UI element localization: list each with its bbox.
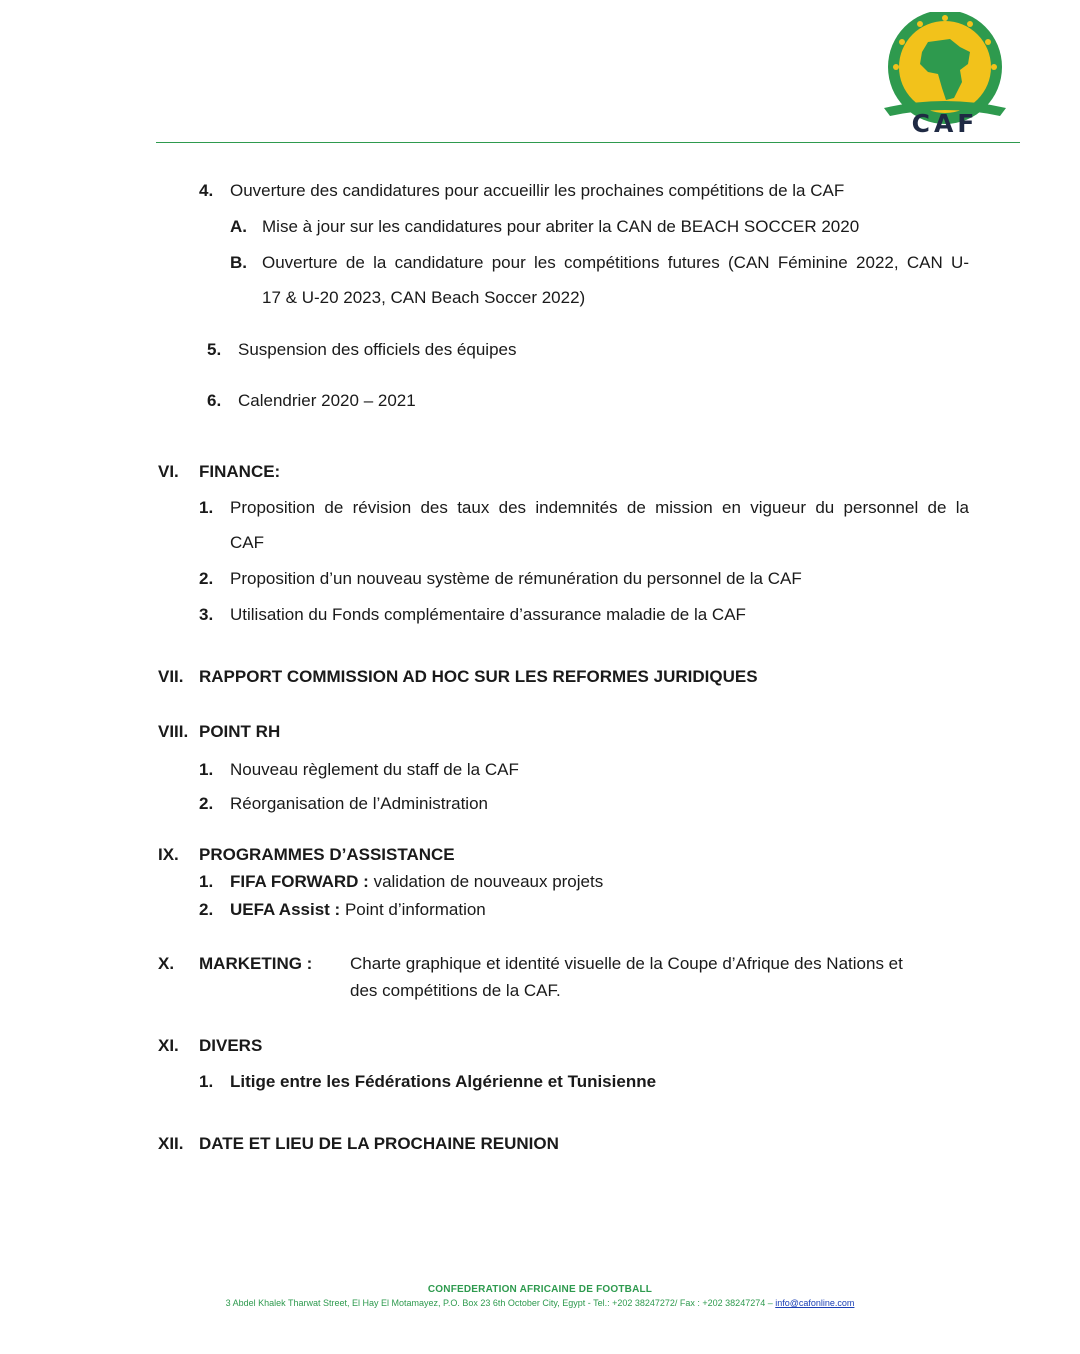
footer-email-link[interactable]: info@cafonline.com [775, 1298, 855, 1308]
item-text: Proposition de révision des taux des indemnités de mission en vigueur du personnel de la [230, 498, 969, 517]
item-number: 6. [207, 391, 222, 410]
section-title: RAPPORT COMMISSION AD HOC SUR LES REFORMES JURIDIQUES [199, 667, 758, 686]
subitem-text: Ouverture de la candidature pour les compétitions futures (CAN Féminine 2022, CAN U- [262, 253, 969, 272]
section-title: POINT RH [199, 722, 281, 741]
svg-text:CAF: CAF [911, 109, 979, 137]
item-number: 2. [199, 794, 214, 813]
item-text [230, 899, 486, 921]
item-number: 2. [199, 569, 214, 588]
caf-logo [880, 12, 1010, 137]
item-number: 1. [199, 498, 214, 517]
item-text-rest: validation de nouveaux projets [373, 872, 604, 891]
section-number: VII. [158, 667, 184, 686]
footer-title: CONFEDERATION AFRICAINE DE FOOTBALL [427, 1284, 653, 1295]
item-number: 1. [199, 872, 214, 891]
section-title: MARKETING : [199, 954, 313, 973]
item-number: 1. [199, 760, 214, 779]
section-title: FINANCE: [199, 462, 281, 481]
item-text: Nouveau règlement du staff de la CAF [230, 760, 519, 779]
section-number: IX. [158, 845, 179, 864]
subitem-text-cont: 17 & U-20 2023, CAN Beach Soccer 2022) [262, 288, 586, 307]
item-number: 3. [199, 605, 214, 624]
section-title: PROGRAMMES D’ASSISTANCE [199, 845, 455, 864]
item-text-rest: Point d’information [344, 900, 486, 919]
section-number: X. [158, 954, 175, 973]
item-number: 4. [199, 181, 214, 200]
item-number: 2. [199, 900, 214, 919]
item-text: Réorganisation de l’Administration [230, 794, 488, 813]
item-text: Utilisation du Fonds complémentaire d’assurance maladie de la CAF [230, 605, 746, 624]
subitem-letter: A. [230, 217, 247, 236]
item-text: Calendrier 2020 – 2021 [238, 391, 416, 410]
item-number: 5. [207, 340, 222, 359]
item-text [230, 871, 603, 893]
section-title: DATE ET LIEU DE LA PROCHAINE REUNION [199, 1134, 559, 1153]
section-number: VIII. [158, 722, 189, 741]
item-text: Litige entre les Fédérations Algérienne et Tunisienne [230, 1072, 657, 1091]
subitem-letter: B. [230, 253, 247, 272]
item-text: Ouverture des candidatures pour accueillir les prochaines compétitions de la CAF [230, 181, 845, 200]
item-bold-label: FIFA FORWARD : [230, 872, 369, 891]
header-divider [156, 142, 1020, 143]
item-bold-label: UEFA Assist : [230, 900, 341, 919]
item-text-cont: CAF [230, 533, 264, 552]
item-text: Suspension des officiels des équipes [238, 340, 517, 359]
section-number: XI. [158, 1036, 179, 1055]
section-text-cont: des compétitions de la CAF. [350, 981, 561, 1000]
item-text: Proposition d’un nouveau système de rémunération du personnel de la CAF [230, 569, 802, 588]
section-text: Charte graphique et identité visuelle de la Coupe d’Afrique des Nations et [350, 954, 903, 973]
subitem-text: Mise à jour sur les candidatures pour abriter la CAN de BEACH SOCCER 2020 [262, 217, 860, 236]
footer-address [0, 1298, 1080, 1308]
item-number: 1. [199, 1072, 214, 1091]
section-number: XII. [158, 1134, 184, 1153]
section-number: VI. [158, 462, 179, 481]
footer-address-text: 3 Abdel Khalek Tharwat Street, El Hay El Motamayez, P.O. Box 23 6th October City, Egypt - Tel.: +202 38247272/ Fax : +202 38247274 – [225, 1298, 773, 1308]
section-title: DIVERS [199, 1036, 263, 1055]
